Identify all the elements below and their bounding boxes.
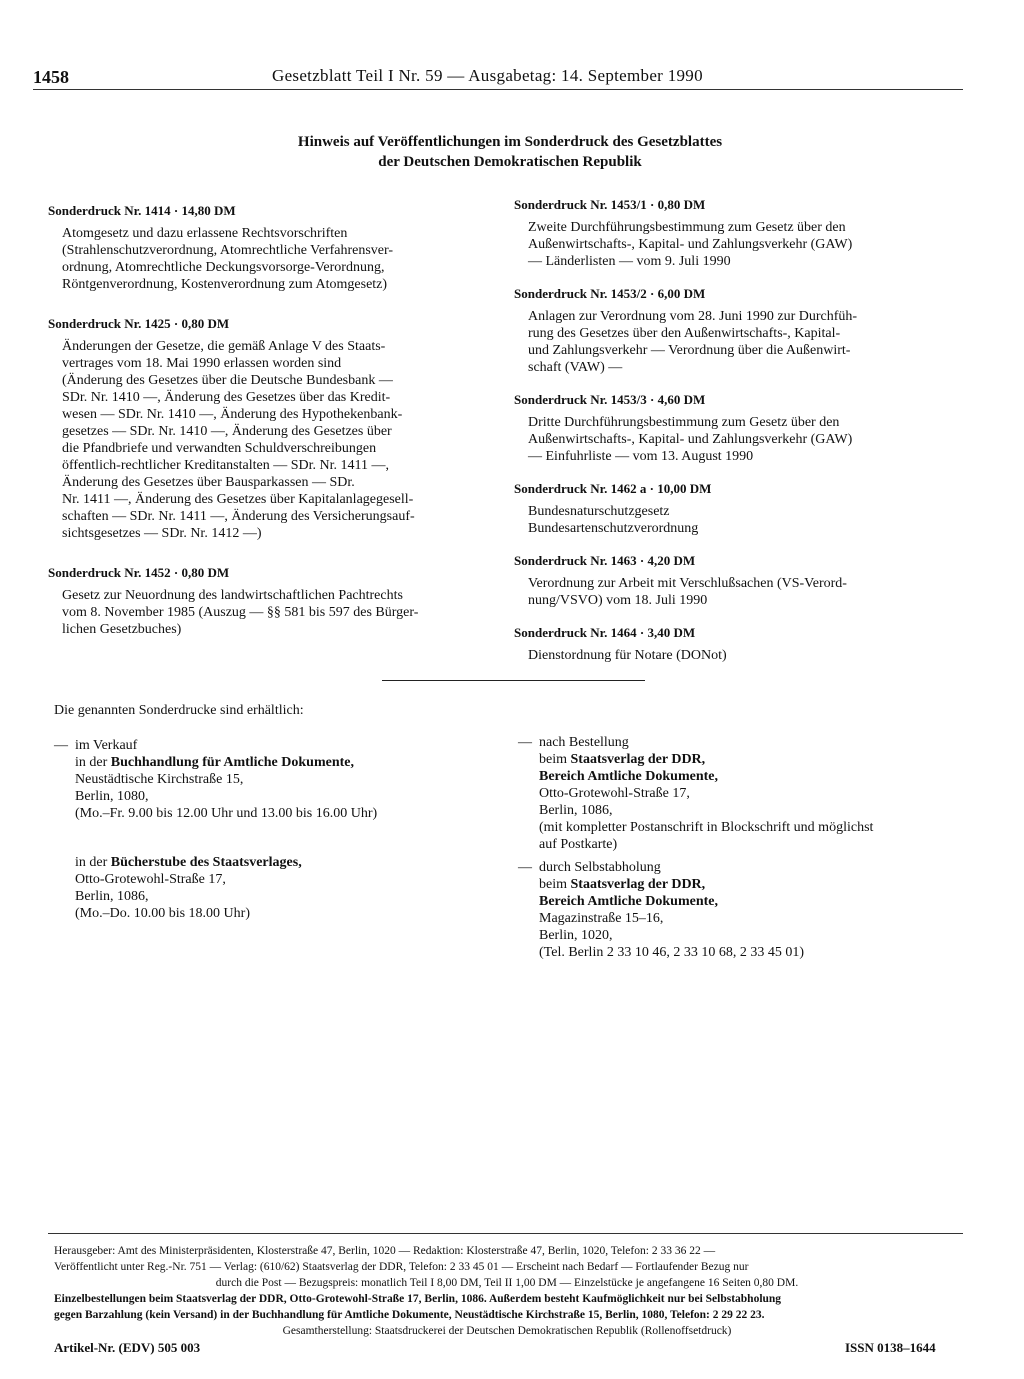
entry-line: Gesetz zur Neuordnung des landwirtschaftlichen Pachtrechts xyxy=(62,588,403,603)
entry-sdr-1464 xyxy=(514,624,934,664)
availability-line xyxy=(539,876,968,893)
entry-body xyxy=(514,219,958,270)
footer-rule xyxy=(48,1233,963,1234)
department-name: Bereich Amtliche Dokumente, xyxy=(539,894,718,909)
entry-sdr-1452 xyxy=(48,564,468,638)
entry-sdr-1453-1 xyxy=(514,196,934,270)
availability-right xyxy=(518,734,968,961)
entry-line: gesetzes — SDr. Nr. 1410 —, Änderung des Gesetzes über xyxy=(62,424,392,439)
entry-line: Außenwirtschafts-, Kapital- und Zahlungsverkehr (GAW) xyxy=(528,432,853,447)
entry-sdr-1463 xyxy=(514,552,934,609)
section-divider xyxy=(382,680,645,681)
document-title xyxy=(140,132,880,172)
imprint-line: Einzelbestellungen beim Staatsverlag der DDR, Otto-Grotewohl-Straße 17, Berlin, 1086. Außerdem besteht Kaufmöglichkeit nur bei Selbstabholung xyxy=(54,1293,782,1305)
entry-heading: Sonderdruck Nr. 1452 · 0,80 DM xyxy=(48,565,230,580)
availability-line: Berlin, 1086, xyxy=(539,803,613,818)
availability-line: im Verkauf xyxy=(75,738,138,753)
entry-line: Verordnung zur Arbeit mit Verschlußsachen (VS-Verord- xyxy=(528,576,847,591)
entry-line: Röntgenverordnung, Kostenverordnung zum Atomgesetz) xyxy=(62,277,388,292)
imprint-line: Veröffentlicht unter Reg.-Nr. 751 — Verlag: (610/62) Staatsverlag der DDR, Telefon: 2 33 45 01 — Erscheint nach Bedarf — Fortlaufender Bezug nur xyxy=(54,1261,749,1273)
entry-line: schaft (VAW) — xyxy=(528,360,623,375)
entry-sdr-1453-3 xyxy=(514,391,934,465)
entry-body xyxy=(48,225,492,293)
dash-marker: — xyxy=(518,860,532,875)
availability-line: auf Postkarte) xyxy=(539,837,618,852)
entry-line: Außenwirtschafts-, Kapital- und Zahlungsverkehr (GAW) xyxy=(528,237,853,252)
bookshop-name: Buchhandlung für Amtliche Dokumente, xyxy=(110,755,354,770)
title-line-1: Hinweis auf Veröffentlichungen im Sonderdruck des Gesetzblattes xyxy=(297,134,723,150)
entry-line: Bundesartenschutzverordnung xyxy=(528,521,699,536)
availability-left xyxy=(54,737,484,922)
entry-line: rung des Gesetzes über den Außenwirtschafts-, Kapital- xyxy=(528,326,841,341)
entry-body xyxy=(514,647,958,664)
entry-line: schaften — SDr. Nr. 1411 —, Änderung des Versicherungsauf- xyxy=(62,509,415,524)
entry-line: vertrages vom 18. Mai 1990 erlassen worden sind xyxy=(62,356,342,371)
availability-order xyxy=(518,734,968,853)
entry-line: (Änderung des Gesetzes über die Deutsche Bundesbank — xyxy=(62,373,393,388)
running-title: Gesetzblatt Teil I Nr. 59 — Ausgabetag: 14. September 1990 xyxy=(272,66,703,85)
dash-marker: — xyxy=(54,738,68,753)
availability-line: (Tel. Berlin 2 33 10 46, 2 33 10 68, 2 33 45 01) xyxy=(539,945,804,960)
availability-line: nach Bestellung xyxy=(539,735,629,750)
entry-line: Bundesnaturschutzgesetz xyxy=(528,504,670,519)
issn: ISSN 0138–1644 xyxy=(845,1340,936,1355)
availability-line: Berlin, 1020, xyxy=(539,928,613,943)
dash-marker: — xyxy=(518,735,532,750)
availability-line: (mit kompletter Postanschrift in Blockschrift und möglichst xyxy=(539,820,874,835)
left-column xyxy=(48,202,468,660)
availability-line xyxy=(539,751,968,768)
availability-line: Otto-Grotewohl-Straße 17, xyxy=(539,786,690,801)
availability-line: Otto-Grotewohl-Straße 17, xyxy=(75,872,226,887)
entry-line: SDr. Nr. 1410 —, Änderung des Gesetzes über das Kredit- xyxy=(62,390,391,405)
entry-body xyxy=(48,587,492,638)
article-number: Artikel-Nr. (EDV) 505 003 xyxy=(54,1340,201,1355)
availability-pickup xyxy=(518,859,968,961)
imprint-line: gegen Barzahlung (kein Versand) in der Buchhandlung für Amtliche Dokumente, Neustädtische Kirchstraße 15, Berlin, 1080, Telefon: 2 29 22 23. xyxy=(54,1309,765,1321)
availability-buecherstube xyxy=(54,854,484,922)
entry-line: lichen Gesetzbuches) xyxy=(62,622,182,637)
prefix-text: beim xyxy=(539,752,571,767)
entry-line: Dienstordnung für Notare (DONot) xyxy=(528,648,727,663)
entry-line: die Pfandbriefe und verwandten Schuldverschreibungen xyxy=(62,441,377,456)
availability-line: (Mo.–Do. 10.00 bis 18.00 Uhr) xyxy=(75,906,250,921)
title-line-2: der Deutschen Demokratischen Republik xyxy=(378,154,642,170)
availability-line xyxy=(75,754,484,771)
imprint-line: Herausgeber: Amt des Ministerpräsidenten, Klosterstraße 47, Berlin, 1020 — Redaktion: Klosterstraße 47, Berlin, 1020, Telefon: 2 33 36 22 — xyxy=(54,1245,716,1257)
availability-sale xyxy=(54,737,484,822)
entry-line: und Zahlungsverkehr — Verordnung über die Außenwirt- xyxy=(528,343,851,358)
availability-line: (Mo.–Fr. 9.00 bis 12.00 Uhr und 13.00 bis 16.00 Uhr) xyxy=(75,806,378,821)
prefix-text: in der xyxy=(75,755,111,770)
entry-line: Dritte Durchführungsbestimmung zum Gesetz über den xyxy=(528,415,840,430)
entry-heading: Sonderdruck Nr. 1453/3 · 4,60 DM xyxy=(514,392,706,407)
availability-line: durch Selbstabholung xyxy=(539,860,661,875)
publisher-name: Staatsverlag der DDR, xyxy=(570,752,706,767)
entry-sdr-1462a xyxy=(514,480,934,537)
imprint-line: Gesamtherstellung: Staatsdruckerei der Deutschen Demokratischen Republik (Rollenoffsetdruck) xyxy=(282,1325,732,1337)
entry-line: Nr. 1411 —, Änderung des Gesetzes über Kapitalanlagegesell- xyxy=(62,492,414,507)
imprint xyxy=(54,1243,960,1339)
entry-line: vom 8. November 1985 (Auszug — §§ 581 bis 597 des Bürger- xyxy=(62,605,419,620)
entry-sdr-1425 xyxy=(48,315,468,542)
publisher-name: Staatsverlag der DDR, xyxy=(570,877,706,892)
entry-body xyxy=(514,575,958,609)
entry-heading: Sonderdruck Nr. 1462 a · 10,00 DM xyxy=(514,481,712,496)
availability-line: Berlin, 1080, xyxy=(75,789,149,804)
availability-line xyxy=(539,768,968,785)
prefix-text: beim xyxy=(539,877,571,892)
entry-heading: Sonderdruck Nr. 1425 · 0,80 DM xyxy=(48,316,230,331)
right-column xyxy=(514,196,934,679)
availability-intro: Die genannten Sonderdrucke sind erhältlich: xyxy=(54,703,304,718)
entry-line: wesen — SDr. Nr. 1410 —, Änderung des Hypothekenbank- xyxy=(62,407,403,422)
shop-name: Bücherstube des Staatsverlages, xyxy=(110,855,302,870)
entry-line: nung/VSVO) vom 18. Juli 1990 xyxy=(528,593,708,608)
entry-line: (Strahlenschutzverordnung, Atomrechtliche Verfahrensver- xyxy=(62,243,394,258)
availability-line: Berlin, 1086, xyxy=(75,889,149,904)
entry-line: — Einfuhrliste — vom 13. August 1990 xyxy=(528,449,754,464)
availability-line xyxy=(75,854,484,871)
entry-line: Zweite Durchführungsbestimmung zum Gesetz über den xyxy=(528,220,846,235)
availability-line: Magazinstraße 15–16, xyxy=(539,911,664,926)
header-rule xyxy=(33,89,963,90)
entry-heading: Sonderdruck Nr. 1453/1 · 0,80 DM xyxy=(514,197,706,212)
availability-line xyxy=(539,893,968,910)
entry-line: Atomgesetz und dazu erlassene Rechtsvorschriften xyxy=(62,226,348,241)
entry-body xyxy=(514,503,958,537)
entry-body xyxy=(514,308,958,376)
prefix-text: in der xyxy=(75,855,111,870)
entry-line: Anlagen zur Verordnung vom 28. Juni 1990 zur Durchfüh- xyxy=(528,309,858,324)
department-name: Bereich Amtliche Dokumente, xyxy=(539,769,718,784)
entry-heading: Sonderdruck Nr. 1464 · 3,40 DM xyxy=(514,625,696,640)
entry-line: ordnung, Atomrechtliche Deckungsvorsorge-Verordnung, xyxy=(62,260,385,275)
entry-heading: Sonderdruck Nr. 1453/2 · 6,00 DM xyxy=(514,286,706,301)
entry-sdr-1453-2 xyxy=(514,285,934,376)
availability-line: Neustädtische Kirchstraße 15, xyxy=(75,772,244,787)
entry-body xyxy=(514,414,958,465)
entry-heading: Sonderdruck Nr. 1463 · 4,20 DM xyxy=(514,553,696,568)
entry-line: Änderung des Gesetzes über Bausparkassen — SDr. xyxy=(62,475,355,490)
entry-heading: Sonderdruck Nr. 1414 · 14,80 DM xyxy=(48,203,236,218)
entry-line: sichtsgesetzes — SDr. Nr. 1412 —) xyxy=(62,526,262,541)
entry-sdr-1414 xyxy=(48,202,468,293)
entry-line: öffentlich-rechtlicher Kreditanstalten — SDr. Nr. 1411 —, xyxy=(62,458,389,473)
imprint-line: durch die Post — Bezugspreis: monatlich Teil I 8,00 DM, Teil II 1,00 DM — Einzelstücke je angefangene 16 Seiten 0,80 DM. xyxy=(215,1277,799,1289)
entry-line: — Länderlisten — vom 9. Juli 1990 xyxy=(528,254,731,269)
page-number: 1458 xyxy=(33,67,69,87)
entry-line: Änderungen der Gesetze, die gemäß Anlage V des Staats- xyxy=(62,339,386,354)
entry-body xyxy=(48,338,492,542)
